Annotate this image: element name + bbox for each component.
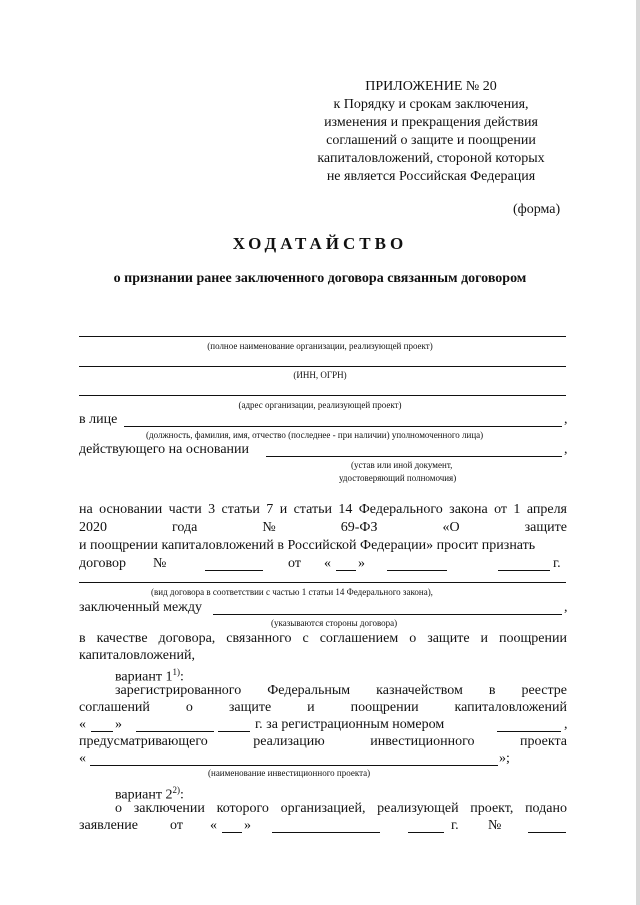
word: «О xyxy=(442,520,460,535)
quote-close: »; xyxy=(499,751,510,766)
as-contract-line-2: капиталовложений, xyxy=(79,648,195,663)
address-field[interactable] xyxy=(79,395,566,396)
contract-year-suffix: г. xyxy=(553,556,561,571)
word: поощрении xyxy=(350,700,419,715)
header-line-4: капиталовложений, стороной которых xyxy=(317,151,545,166)
form-label: (форма) xyxy=(513,202,561,217)
header-line-1: к Порядку и срокам заключения, xyxy=(333,97,529,112)
basis-field[interactable] xyxy=(266,456,562,457)
variant-2-line-1: о заключении которого организацией, реализующей проект, подано xyxy=(115,801,567,816)
contract-day-field[interactable] xyxy=(336,570,356,571)
registration-year-field[interactable] xyxy=(218,731,250,732)
word: Федеральным xyxy=(267,683,351,698)
word: № xyxy=(262,520,276,535)
word: зарегистрированного xyxy=(115,683,242,698)
inn-ogrn-field[interactable] xyxy=(79,366,566,367)
application-word: заявление xyxy=(79,818,139,833)
contract-word: договор xyxy=(79,556,127,571)
word: в xyxy=(488,683,496,698)
project-name-field[interactable] xyxy=(90,765,498,766)
basis-caption-1: (устав или иной документ, xyxy=(351,460,453,470)
registration-text: г. за регистрационным номером xyxy=(255,717,445,732)
comma: , xyxy=(564,412,568,427)
acting-basis-label: действующего на основании xyxy=(79,442,250,457)
word: реализацию xyxy=(253,734,325,749)
body-line-2 xyxy=(79,520,567,536)
application-year-field[interactable] xyxy=(408,832,444,833)
concluded-between-label: заключенный между xyxy=(79,600,202,615)
footnote-ref-2: 2) xyxy=(172,785,180,795)
variant-1-line-4 xyxy=(79,734,567,750)
registration-number-field[interactable] xyxy=(497,731,561,732)
position-caption: (должность, фамилия, имя, отчество (последнее - при наличии) уполномоченного лица) xyxy=(146,430,484,440)
application-month-field[interactable] xyxy=(272,832,380,833)
contract-from: от xyxy=(288,556,301,571)
word: 69-ФЗ xyxy=(340,520,378,535)
quote-close: » xyxy=(244,818,251,833)
variant-2-label: вариант 2 xyxy=(115,787,173,803)
colon: : xyxy=(179,669,184,685)
document-title: ХОДАТАЙСТВО xyxy=(232,234,408,253)
appendix-title: ПРИЛОЖЕНИЕ № 20 xyxy=(365,79,497,94)
quote-open: « xyxy=(210,818,217,833)
contract-year-field[interactable] xyxy=(498,570,550,571)
application-year-suffix: г. xyxy=(451,818,459,833)
org-name-caption: (полное наименование организации, реализующей проект) xyxy=(207,341,433,351)
word: инвестиционного xyxy=(370,734,475,749)
org-name-field[interactable] xyxy=(79,336,566,337)
project-name-caption: (наименование инвестиционного проекта) xyxy=(208,768,371,778)
word: казначейством xyxy=(376,683,463,698)
word: капиталовложений xyxy=(454,700,567,715)
quote-close: » xyxy=(358,556,365,571)
word: защите xyxy=(228,700,272,715)
registration-month-field[interactable] xyxy=(136,731,214,732)
parties-field[interactable] xyxy=(213,614,562,615)
word: предусматривающего xyxy=(79,734,208,749)
comma: , xyxy=(564,717,568,732)
header-line-3: соглашений о защите и поощрении xyxy=(326,133,536,148)
word: года xyxy=(172,520,198,535)
position-field[interactable] xyxy=(124,426,562,427)
word: о xyxy=(185,700,193,715)
quote-open: « xyxy=(324,556,331,571)
contract-number-sign: № xyxy=(153,556,167,571)
contract-type-caption: (вид договора в соответствии с частью 1 статьи 14 Федерального закона), xyxy=(151,587,433,597)
in-person-label: в лице xyxy=(79,412,118,427)
variant-1-label: вариант 1 xyxy=(115,669,173,685)
scan-edge-shadow xyxy=(636,0,640,905)
quote-open: « xyxy=(79,751,86,766)
address-caption: (адрес организации, реализующей проект) xyxy=(238,400,402,410)
word: 2020 xyxy=(79,520,107,535)
document-subtitle: о признании ранее заключенного договора связанным договором xyxy=(113,271,527,286)
appendix-header xyxy=(298,78,564,186)
inn-ogrn-caption: (ИНН, ОГРН) xyxy=(293,370,347,380)
word: и xyxy=(307,700,315,715)
parties-caption: (указываются стороны договора) xyxy=(271,618,398,628)
contract-month-field[interactable] xyxy=(387,570,447,571)
application-number-sign: № xyxy=(488,818,502,833)
basis-caption-2: удостоверяющий полномочия) xyxy=(339,473,457,483)
contract-number-field[interactable] xyxy=(205,570,263,571)
header-line-2: изменения и прекращения действия xyxy=(324,115,538,130)
comma: , xyxy=(564,442,568,457)
registration-day-field[interactable] xyxy=(91,731,113,732)
word: реестре xyxy=(521,683,567,698)
as-contract-line-1: в качестве договора, связанного с соглашением о защите и поощрении xyxy=(79,631,567,646)
application-day-field[interactable] xyxy=(222,832,242,833)
footnote-ref-1: 1) xyxy=(172,667,180,677)
body-line-1: на основании части 3 статьи 7 и статьи 14 Федерального закона от 1 апреля xyxy=(79,502,567,517)
contract-type-field[interactable] xyxy=(79,582,566,583)
word: защите xyxy=(524,520,567,535)
comma: , xyxy=(564,600,568,615)
colon: : xyxy=(179,787,184,803)
body-line-3: и поощрении капиталовложений в Российской Федерации» просит признать xyxy=(79,538,536,553)
quote-open: « xyxy=(79,717,86,732)
word: проекта xyxy=(520,734,567,749)
application-number-field[interactable] xyxy=(528,832,566,833)
variant-1-line-1 xyxy=(115,683,567,699)
word: соглашений xyxy=(79,700,150,715)
application-from: от xyxy=(170,818,183,833)
header-line-5: не является Российская Федерация xyxy=(326,169,536,184)
quote-close: » xyxy=(115,717,122,732)
variant-1-line-2 xyxy=(79,700,567,716)
